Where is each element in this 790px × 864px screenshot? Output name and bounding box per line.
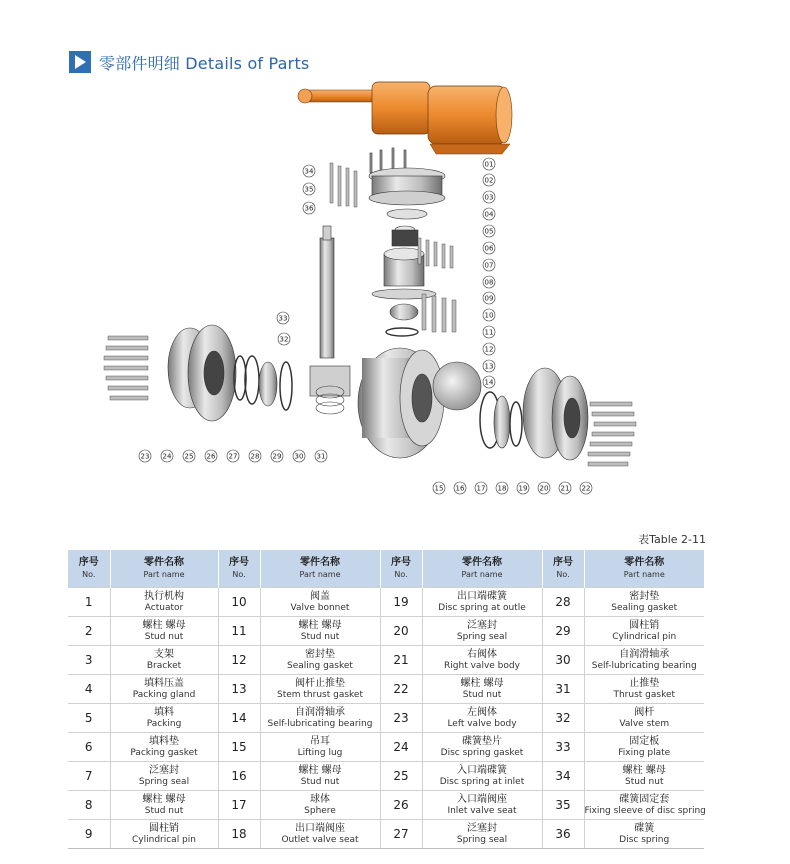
svg-text:08: 08 bbox=[484, 278, 494, 287]
part-number-cell: 16 bbox=[218, 762, 260, 791]
part-name-cell bbox=[422, 762, 542, 791]
svg-text:16: 16 bbox=[455, 484, 465, 493]
part-name-cell bbox=[422, 675, 542, 704]
part-number-cell: 36 bbox=[542, 820, 584, 849]
header-part-name: 零件名称 Part name bbox=[260, 550, 380, 588]
part-name-en: Bracket bbox=[146, 660, 182, 671]
svg-text:22: 22 bbox=[581, 484, 591, 493]
callout-32 bbox=[278, 333, 290, 345]
header-part-name: 零件名称 Part name bbox=[110, 550, 218, 588]
callout-27 bbox=[227, 450, 239, 462]
part-name-cell bbox=[584, 762, 704, 791]
part-name-zh: 出口端阀座 bbox=[295, 822, 345, 834]
part-number-cell: 30 bbox=[542, 646, 584, 675]
part-name-cell bbox=[110, 675, 218, 704]
part-name-zh: 执行机构 bbox=[144, 590, 184, 602]
part-number-cell: 29 bbox=[542, 617, 584, 646]
part-number-cell: 32 bbox=[542, 704, 584, 733]
part-name-en: Sealing gasket bbox=[611, 602, 678, 613]
callout-19 bbox=[517, 482, 529, 494]
part-name-en: Valve bonnet bbox=[290, 602, 350, 613]
actuator-drawing bbox=[298, 82, 512, 154]
callout-12 bbox=[483, 343, 495, 355]
part-name-zh: 自润滑轴承 bbox=[295, 706, 345, 718]
part-name-cell bbox=[584, 733, 704, 762]
svg-text:21: 21 bbox=[560, 484, 570, 493]
part-name-cell bbox=[422, 791, 542, 820]
table-row bbox=[68, 704, 704, 733]
part-number-cell: 19 bbox=[380, 588, 422, 617]
callout-21 bbox=[559, 482, 571, 494]
part-name-cell bbox=[260, 588, 380, 617]
part-name-en: Disc spring at inlet bbox=[439, 776, 525, 787]
part-number-cell: 28 bbox=[542, 588, 584, 617]
table-row bbox=[68, 791, 704, 820]
callout-34 bbox=[303, 165, 315, 177]
part-name-cell bbox=[584, 791, 704, 820]
svg-text:07: 07 bbox=[484, 261, 494, 270]
part-name-zh: 固定板 bbox=[629, 735, 660, 747]
svg-text:33: 33 bbox=[278, 314, 288, 323]
callout-20 bbox=[538, 482, 550, 494]
part-number-cell: 14 bbox=[218, 704, 260, 733]
part-number-cell: 25 bbox=[380, 762, 422, 791]
table-caption: 表Table 2-11 bbox=[638, 533, 706, 546]
callout-10 bbox=[483, 309, 495, 321]
svg-text:03: 03 bbox=[484, 193, 494, 202]
svg-text:11: 11 bbox=[484, 328, 494, 337]
part-number-cell: 33 bbox=[542, 733, 584, 762]
part-name-en: Packing gland bbox=[132, 689, 196, 700]
callout-18 bbox=[496, 482, 508, 494]
callout-08 bbox=[483, 276, 495, 288]
part-name-zh: 螺柱 螺母 bbox=[298, 764, 342, 776]
svg-text:31: 31 bbox=[316, 452, 326, 461]
part-name-cell bbox=[110, 617, 218, 646]
svg-text:18: 18 bbox=[497, 484, 507, 493]
part-number-cell: 21 bbox=[380, 646, 422, 675]
part-name-en: Spring seal bbox=[138, 776, 190, 787]
part-name-en: Valve stem bbox=[619, 718, 670, 729]
part-name-zh: 阀盖 bbox=[310, 590, 330, 602]
part-name-en: Fixing sleeve of disc spring bbox=[584, 805, 706, 816]
svg-text:28: 28 bbox=[250, 452, 260, 461]
callout-24 bbox=[161, 450, 173, 462]
part-name-zh: 密封垫 bbox=[629, 590, 660, 602]
part-number-cell: 7 bbox=[68, 762, 110, 791]
callout-09 bbox=[483, 292, 495, 304]
part-name-en: Self-lubricating bearing bbox=[591, 660, 697, 671]
part-name-zh: 球体 bbox=[310, 793, 330, 805]
part-name-zh: 自润滑轴承 bbox=[619, 648, 670, 660]
part-name-zh: 填料压盖 bbox=[144, 677, 184, 689]
part-name-zh: 圆柱销 bbox=[149, 822, 179, 834]
part-name-cell bbox=[110, 704, 218, 733]
svg-text:14: 14 bbox=[484, 378, 494, 387]
callout-36 bbox=[303, 202, 315, 214]
svg-text:36: 36 bbox=[304, 204, 314, 213]
part-number-cell: 2 bbox=[68, 617, 110, 646]
callout-26 bbox=[205, 450, 217, 462]
part-name-zh: 止推垫 bbox=[629, 677, 660, 689]
part-name-en: Actuator bbox=[144, 602, 184, 613]
callout-02 bbox=[483, 174, 495, 186]
svg-text:27: 27 bbox=[228, 452, 238, 461]
part-number-cell: 34 bbox=[542, 762, 584, 791]
section-title: 零部件明细 Details of Parts bbox=[99, 53, 310, 73]
part-name-en: Stud nut bbox=[625, 776, 664, 787]
table-header-row bbox=[68, 550, 704, 588]
part-number-cell: 22 bbox=[380, 675, 422, 704]
part-name-zh: 螺柱 螺母 bbox=[298, 619, 342, 631]
part-number-cell: 1 bbox=[68, 588, 110, 617]
callout-05 bbox=[483, 225, 495, 237]
part-name-zh: 泛塞封 bbox=[467, 822, 497, 834]
svg-text:23: 23 bbox=[140, 452, 150, 461]
part-name-cell bbox=[260, 733, 380, 762]
callout-35 bbox=[303, 183, 315, 195]
header-no: 序号 No. bbox=[68, 550, 110, 588]
part-name-en: Stem thrust gasket bbox=[277, 689, 363, 700]
part-name-zh: 螺柱 螺母 bbox=[622, 764, 666, 776]
svg-text:26: 26 bbox=[206, 452, 216, 461]
callout-33 bbox=[277, 312, 289, 324]
part-name-zh: 螺柱 螺母 bbox=[460, 677, 504, 689]
table-row bbox=[68, 762, 704, 791]
svg-text:15: 15 bbox=[434, 484, 444, 493]
callout-29 bbox=[271, 450, 283, 462]
part-number-cell: 26 bbox=[380, 791, 422, 820]
part-number-cell: 20 bbox=[380, 617, 422, 646]
part-number-cell: 9 bbox=[68, 820, 110, 849]
part-name-zh: 泛塞封 bbox=[467, 619, 497, 631]
svg-text:02: 02 bbox=[484, 176, 494, 185]
part-name-cell bbox=[584, 588, 704, 617]
part-name-en: Stud nut bbox=[144, 805, 184, 816]
callout-07 bbox=[483, 259, 495, 271]
part-name-en: Inlet valve seat bbox=[447, 805, 517, 816]
table-row bbox=[68, 617, 704, 646]
part-number-cell: 13 bbox=[218, 675, 260, 704]
callout-25 bbox=[183, 450, 195, 462]
part-name-cell bbox=[110, 733, 218, 762]
callout-15 bbox=[433, 482, 445, 494]
svg-text:06: 06 bbox=[484, 244, 494, 253]
callout-11 bbox=[483, 326, 495, 338]
part-name-en: Outlet valve seat bbox=[281, 834, 359, 845]
header-part-name: 零件名称 Part name bbox=[422, 550, 542, 588]
callout-13 bbox=[483, 360, 495, 372]
svg-text:30: 30 bbox=[294, 452, 304, 461]
svg-text:24: 24 bbox=[162, 452, 172, 461]
part-name-zh: 填料 bbox=[154, 706, 174, 718]
part-number-cell: 35 bbox=[542, 791, 584, 820]
svg-text:32: 32 bbox=[279, 335, 289, 344]
callout-14 bbox=[483, 376, 495, 388]
part-name-cell bbox=[260, 762, 380, 791]
part-name-zh: 碟簧 bbox=[634, 822, 655, 834]
svg-text:25: 25 bbox=[184, 452, 194, 461]
callout-22 bbox=[580, 482, 592, 494]
svg-text:09: 09 bbox=[484, 294, 494, 303]
part-number-cell: 5 bbox=[68, 704, 110, 733]
part-number-cell: 12 bbox=[218, 646, 260, 675]
callout-03 bbox=[483, 191, 495, 203]
callout-16 bbox=[454, 482, 466, 494]
part-name-cell bbox=[260, 617, 380, 646]
part-name-cell bbox=[260, 646, 380, 675]
part-name-zh: 泛塞封 bbox=[149, 764, 179, 776]
callout-28 bbox=[249, 450, 261, 462]
part-name-cell bbox=[584, 820, 704, 849]
header-no: 序号 No. bbox=[542, 550, 584, 588]
part-name-cell bbox=[422, 617, 542, 646]
part-name-cell bbox=[584, 617, 704, 646]
svg-text:04: 04 bbox=[484, 210, 494, 219]
header-no: 序号 No. bbox=[380, 550, 422, 588]
part-name-cell bbox=[110, 820, 218, 849]
part-name-cell bbox=[584, 646, 704, 675]
part-name-en: Stud nut bbox=[300, 776, 340, 787]
part-name-zh: 阀杆止推垫 bbox=[295, 677, 345, 689]
part-name-zh: 入口端阀座 bbox=[457, 793, 507, 805]
exploded-valve-diagram bbox=[100, 68, 700, 508]
part-name-zh: 螺柱 螺母 bbox=[142, 793, 186, 805]
part-number-cell: 11 bbox=[218, 617, 260, 646]
part-name-en: Self-lubricating bearing bbox=[267, 718, 373, 729]
part-name-zh: 支架 bbox=[154, 648, 174, 660]
callout-23 bbox=[139, 450, 151, 462]
part-name-zh: 螺柱 螺母 bbox=[142, 619, 186, 631]
table-row bbox=[68, 733, 704, 762]
part-name-en: Spring seal bbox=[456, 631, 508, 642]
svg-text:19: 19 bbox=[518, 484, 528, 493]
play-arrow-icon bbox=[69, 51, 91, 73]
part-name-cell bbox=[422, 646, 542, 675]
callout-01 bbox=[483, 158, 495, 170]
svg-text:01: 01 bbox=[484, 160, 494, 169]
part-name-zh: 右阀体 bbox=[467, 648, 497, 660]
part-name-en: Disc spring bbox=[619, 834, 670, 845]
part-name-zh: 阀杆 bbox=[634, 706, 655, 718]
part-name-en: Stud nut bbox=[300, 631, 340, 642]
part-name-en: Stud nut bbox=[462, 689, 502, 700]
part-name-en: Packing bbox=[146, 718, 182, 729]
svg-text:05: 05 bbox=[484, 227, 494, 236]
part-name-zh: 出口端碟簧 bbox=[457, 590, 507, 602]
part-name-en: Fixing plate bbox=[618, 747, 671, 758]
part-name-zh: 吊耳 bbox=[310, 735, 330, 747]
part-name-en: Thrust gasket bbox=[613, 689, 676, 700]
callout-04 bbox=[483, 208, 495, 220]
svg-text:34: 34 bbox=[304, 167, 314, 176]
callout-31 bbox=[315, 450, 327, 462]
part-number-cell: 4 bbox=[68, 675, 110, 704]
part-name-en: Sphere bbox=[304, 805, 336, 816]
svg-text:20: 20 bbox=[539, 484, 549, 493]
part-number-cell: 23 bbox=[380, 704, 422, 733]
part-name-en: Spring seal bbox=[456, 834, 508, 845]
part-number-cell: 24 bbox=[380, 733, 422, 762]
part-number-cell: 31 bbox=[542, 675, 584, 704]
part-name-en: Packing gasket bbox=[130, 747, 198, 758]
callout-17 bbox=[475, 482, 487, 494]
part-number-cell: 18 bbox=[218, 820, 260, 849]
part-name-en: Left valve body bbox=[447, 718, 517, 729]
table-row bbox=[68, 588, 704, 617]
part-number-cell: 15 bbox=[218, 733, 260, 762]
part-name-en: Lifting lug bbox=[297, 747, 343, 758]
part-name-zh: 碟簧垫片 bbox=[462, 735, 502, 747]
part-name-zh: 密封垫 bbox=[305, 648, 335, 660]
part-name-cell bbox=[260, 820, 380, 849]
part-name-en: Stud nut bbox=[144, 631, 184, 642]
valve-body-drawing bbox=[358, 345, 588, 460]
part-name-zh: 入口端碟簧 bbox=[457, 764, 507, 776]
svg-text:29: 29 bbox=[272, 452, 282, 461]
part-name-cell bbox=[110, 646, 218, 675]
part-name-en: Cylindrical pin bbox=[612, 631, 677, 642]
part-name-cell bbox=[422, 704, 542, 733]
parts-table bbox=[68, 550, 704, 849]
part-name-cell bbox=[422, 588, 542, 617]
part-number-cell: 27 bbox=[380, 820, 422, 849]
svg-text:10: 10 bbox=[484, 311, 494, 320]
part-name-en: Right valve body bbox=[444, 660, 520, 671]
part-name-cell bbox=[422, 820, 542, 849]
svg-text:13: 13 bbox=[484, 362, 494, 371]
part-name-en: Disc spring gasket bbox=[440, 747, 524, 758]
header-no: 序号 No. bbox=[218, 550, 260, 588]
part-name-zh: 填料垫 bbox=[149, 735, 179, 747]
svg-text:35: 35 bbox=[304, 185, 314, 194]
part-name-en: Disc spring at outle bbox=[438, 602, 526, 613]
callout-06 bbox=[483, 242, 495, 254]
table-row bbox=[68, 646, 704, 675]
part-name-cell bbox=[260, 704, 380, 733]
part-name-cell bbox=[422, 733, 542, 762]
svg-text:12: 12 bbox=[484, 345, 494, 354]
header-part-name: 零件名称 Part name bbox=[584, 550, 704, 588]
part-number-cell: 10 bbox=[218, 588, 260, 617]
part-name-zh: 圆柱销 bbox=[629, 619, 660, 631]
table-row bbox=[68, 820, 704, 849]
part-name-zh: 碟簧固定套 bbox=[619, 793, 670, 805]
part-name-zh: 左阀体 bbox=[467, 706, 497, 718]
part-name-cell bbox=[110, 588, 218, 617]
part-name-cell bbox=[584, 675, 704, 704]
part-name-en: Sealing gasket bbox=[287, 660, 353, 671]
part-name-cell bbox=[584, 704, 704, 733]
table-row bbox=[68, 675, 704, 704]
part-name-cell bbox=[110, 791, 218, 820]
part-name-cell bbox=[260, 675, 380, 704]
part-name-cell bbox=[260, 791, 380, 820]
part-number-cell: 8 bbox=[68, 791, 110, 820]
svg-text:17: 17 bbox=[476, 484, 486, 493]
part-name-cell bbox=[110, 762, 218, 791]
part-name-en: Cylindrical pin bbox=[132, 834, 196, 845]
part-number-cell: 17 bbox=[218, 791, 260, 820]
part-number-cell: 3 bbox=[68, 646, 110, 675]
parts-table-body bbox=[68, 588, 704, 849]
callout-30 bbox=[293, 450, 305, 462]
part-number-cell: 6 bbox=[68, 733, 110, 762]
